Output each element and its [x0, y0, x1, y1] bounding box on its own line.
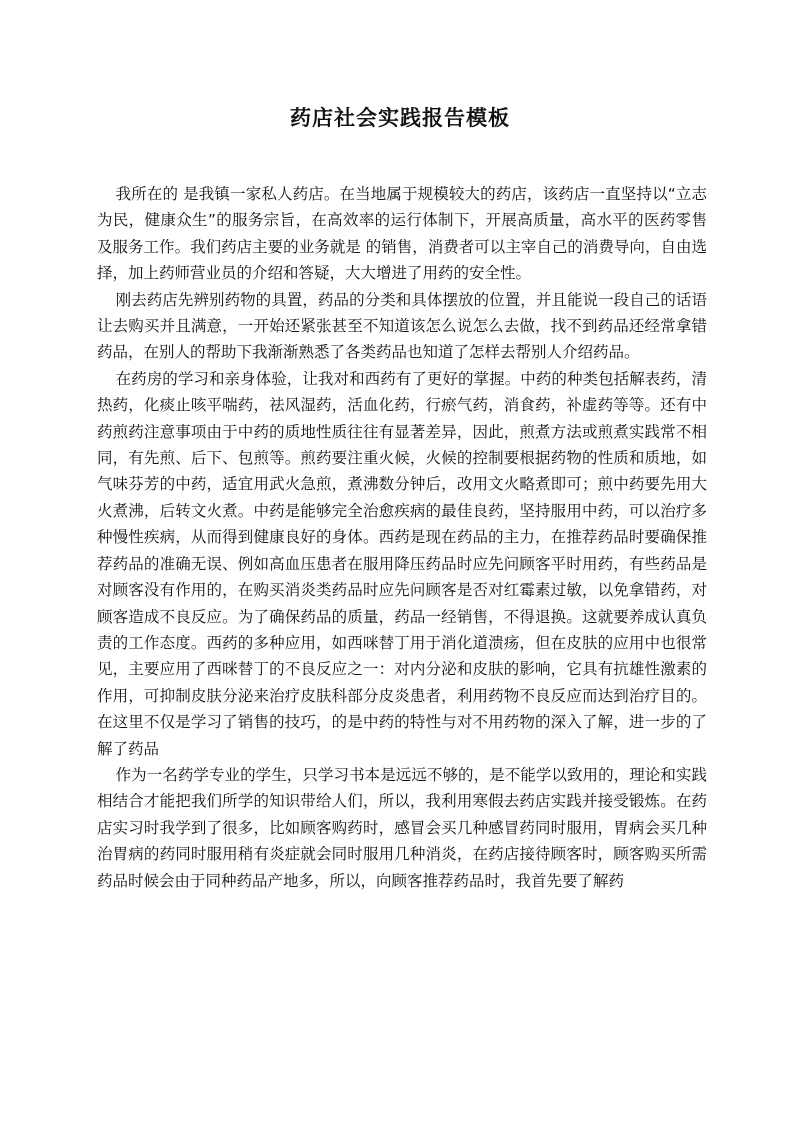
- document-title: 药店社会实践报告模板: [290, 106, 510, 130]
- paragraph-4: 作为一名药学专业的学生，只学习书本是远远不够的，是不能学以致用的，理论和实践相结合才能把我们所学的知识带给人们，所以，我利用寒假去药店实践并接受锻炼。在药店实习时我学到了很多，比如顾客购药时，感冒会买几种感冒药同时服用，胃病会买几种治胃病的药同时服用稍有炎症就会同时服用几种消炎，在药店接待顾客时，顾客购买所需药品时候会由于同种药品产地多，所以，向顾客推荐药品时，我首先要了解药: [97, 765, 707, 890]
- paragraph-1: 我所在的 是我镇一家私人药店。在当地属于规模较大的药店，该药店一直坚持以“立志为民，健康众生”的服务宗旨，在高效率的运行体制下，开展高质量，高水平的医药零售及服务工作。我们药店主要的业务就是 的销售，消费者可以主宰自己的消费导向，自由选择，加上药师营业员的介绍和答疑，大大增进了用药的安全性。: [97, 185, 707, 283]
- paragraph-3: 在药房的学习和亲身体验，让我对和西药有了更好的掌握。中药的种类包括解表药，清热药，化痰止咳平喘药，祛风湿药，活血化药，行瘀气药，消食药，补虚药等等。还有中药煎药注意事项由于中药的质地性质往往有显著差异，因此，煎煮方法或煎煮实践常不相同，有先煎、后下、包煎等。煎药要注重火候，火候的控制要根据药物的性质和质地，如气味芬芳的中药，适宜用武火急煎，煮沸数分钟后，改用文火略煮即可；煎中药要先用大火煮沸，后转文火煮。中药是能够完全治愈疾病的最佳良药，坚持服用中药，可以治疗多种慢性疾病，从而得到健康良好的身体。西药是现在药品的主力，在推荐药品时要确保推荐药品的准确无误、例如高血压患者在服用降压药品时应先问顾客平时用药，有些药品是对顾客没有作用的，在购买消炎类药品时应先问顾客是否对红霉素过敏，以免拿错药，对顾客造成不良反应。为了确保药品的质量，药品一经销售，不得退换。这就要养成认真负责的工作态度。西药的多种应用，如西咪替丁用于消化道溃疡，但在皮肤的应用中也很常见，主要应用了西咪替丁的不良反应之一：对内分泌和皮肤的影响，它具有抗雄性激素的作用，可抑制皮肤分泌来治疗皮肤科部分皮炎患者，利用药物不良反应而达到治疗目的。在这里不仅是学习了销售的技巧，的是中药的特性与对不用药物的深入了解，进一步的了解了药品: [97, 369, 707, 758]
- paragraph-2: 刚去药店先辨别药物的具置，药品的分类和具体摆放的位置，并且能说一段自己的话语让去购买并且满意，一开始还紧张甚至不知道该怎么说怎么去做，找不到药品还经常拿错药品，在别人的帮助下我渐渐熟悉了各类药品也知道了怎样去帮别人介绍药品。: [97, 290, 707, 362]
- document-body: [97, 181, 707, 894]
